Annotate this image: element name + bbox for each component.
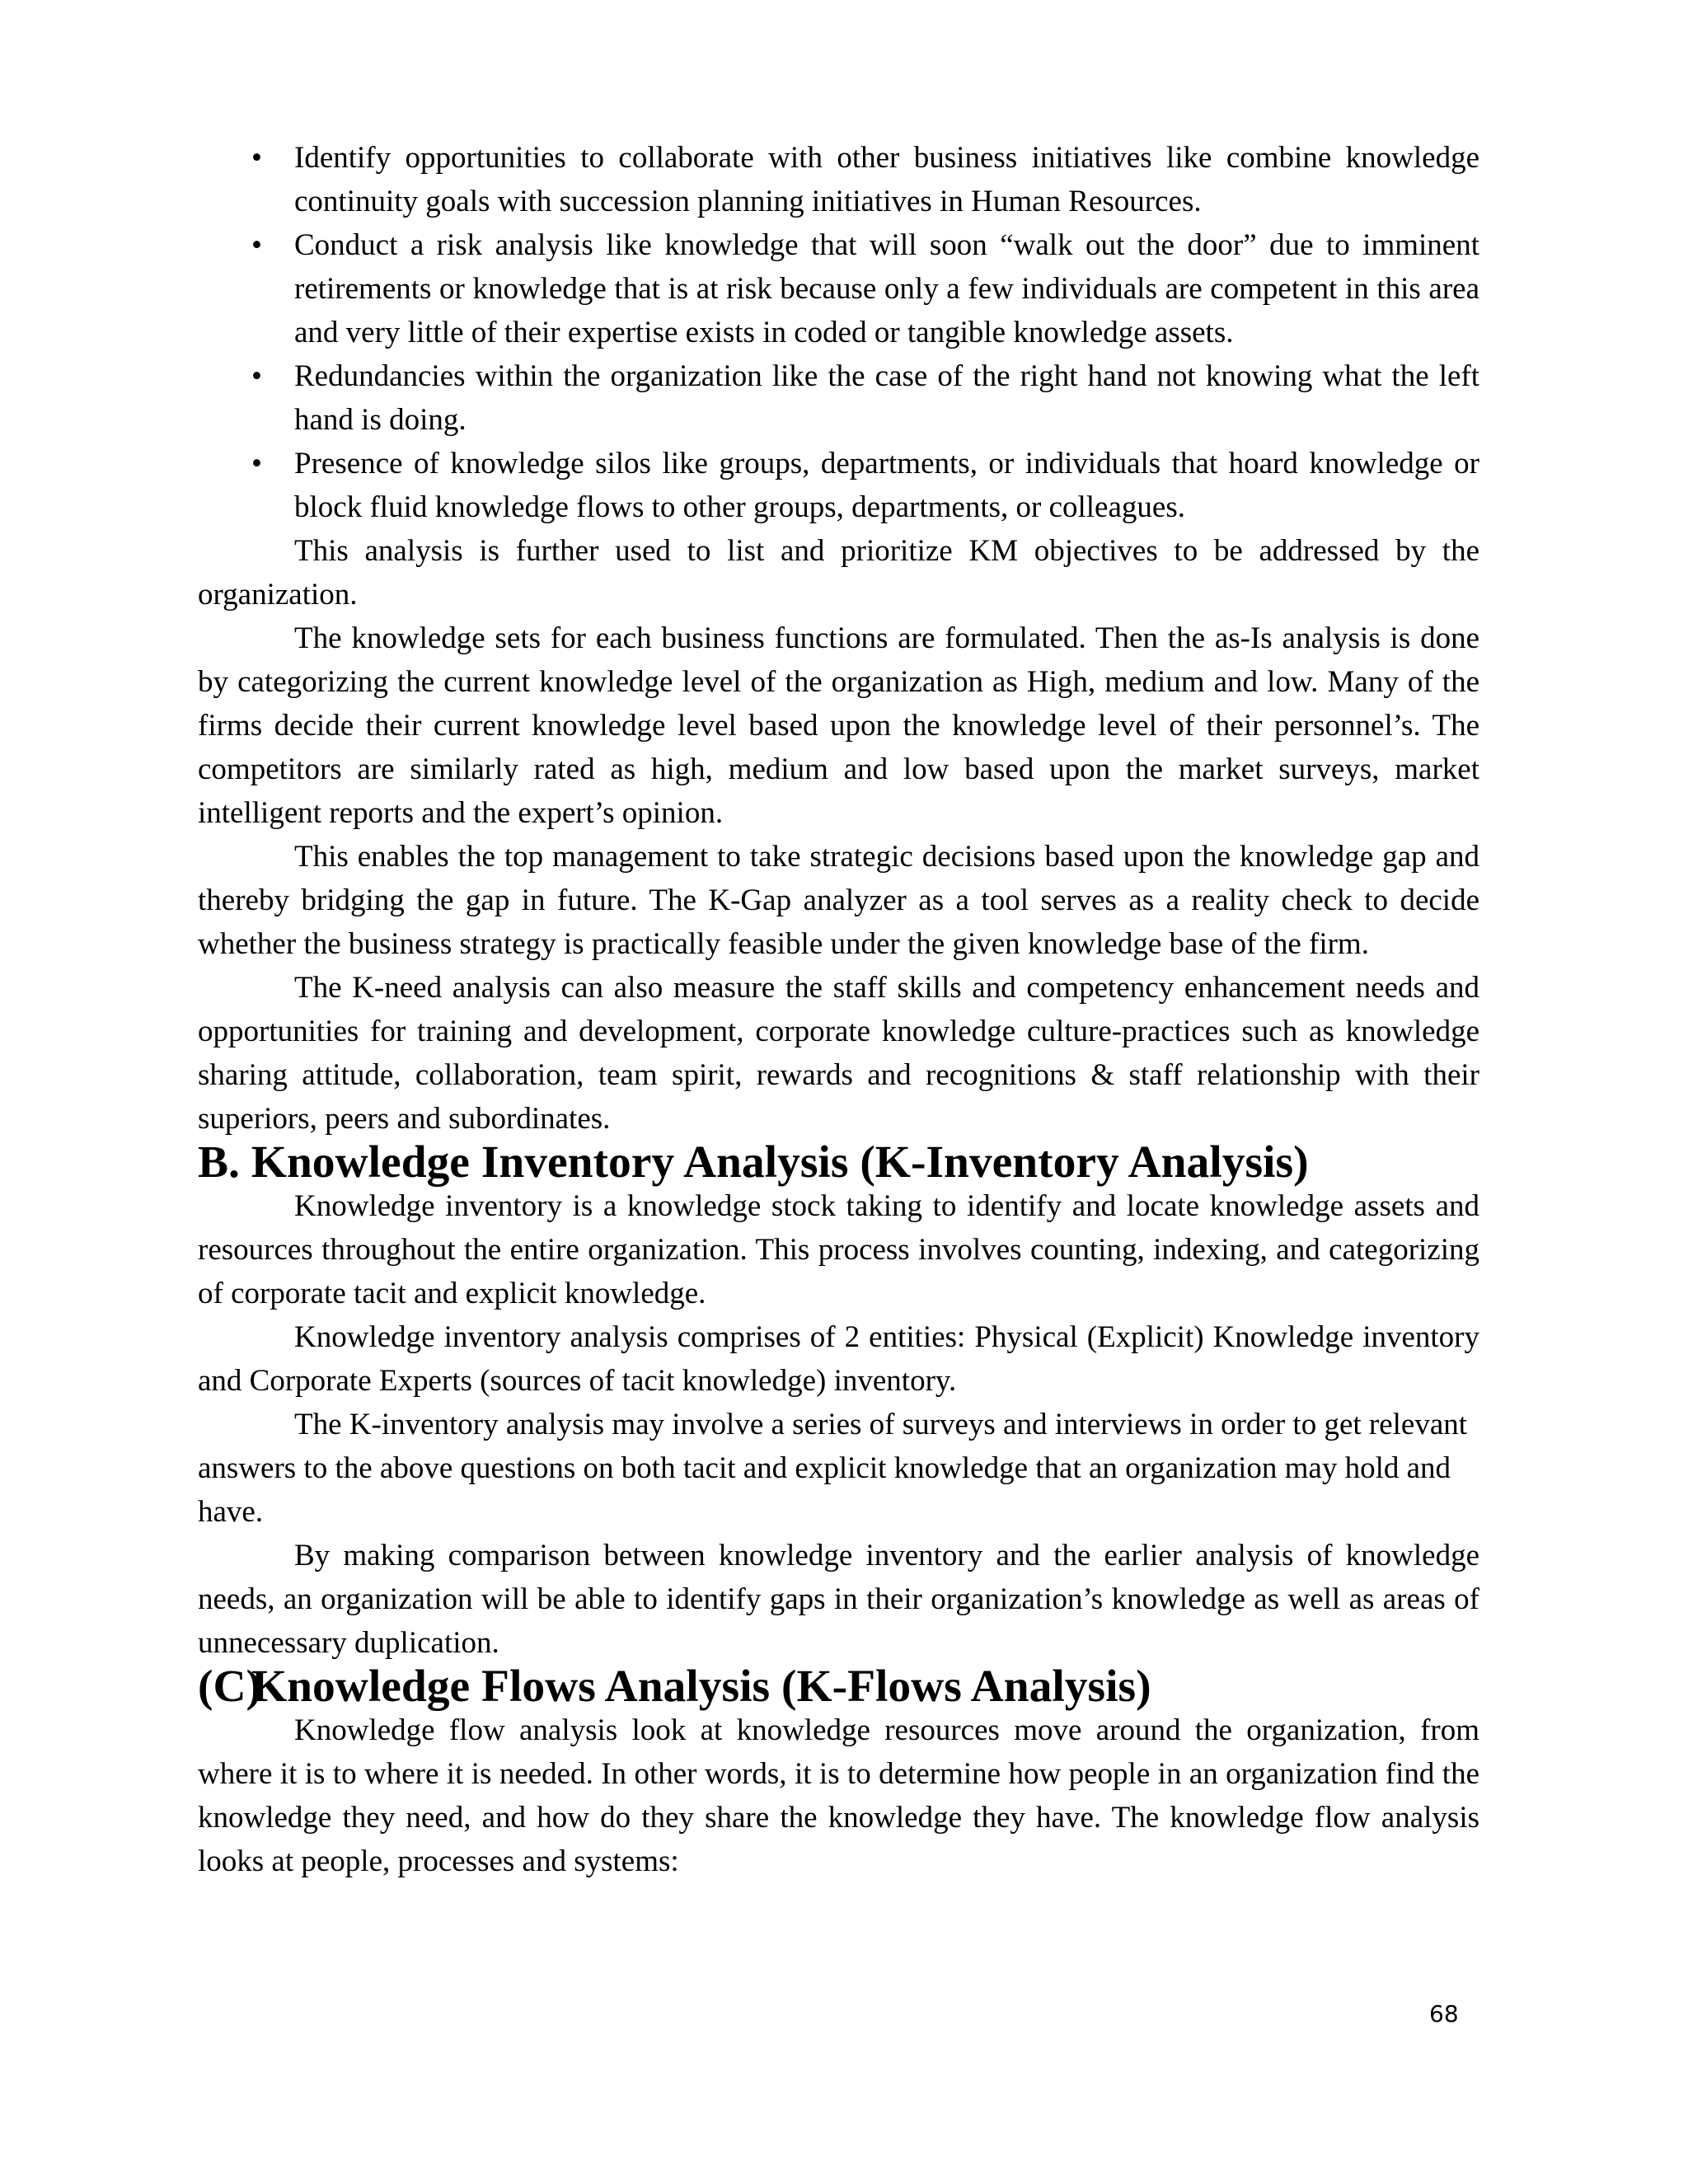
bullet-text: Conduct a risk analysis like knowledge that will soon “walk out the door” due to imminent retirements or knowledge that is at risk because only a few individuals are competent in this area and very little of their expertise exists in coded or tangible knowledge assets.: [294, 228, 1479, 349]
bullet-dot: •: [251, 141, 262, 175]
paragraph: Knowledge inventory is a knowledge stock taking to identify and locate knowledge assets and resources throughout the entire organization. This process involves counting, indexing, and categorizing of corporate tacit and explicit knowledge.: [198, 1189, 1479, 1310]
section-heading-c: [198, 1661, 1479, 1712]
section-marker: (C): [198, 1661, 262, 1712]
section-heading-b: B. Knowledge Inventory Analysis (K-Inventory Analysis): [198, 1137, 1309, 1188]
bullet-text: Presence of knowledge silos like groups, departments, or individuals that hoard knowledge or block fluid knowledge flows to other groups, departments, or colleagues.: [294, 447, 1479, 524]
bullet-text: Identify opportunities to collaborate with other business initiatives like combine knowledge continuity goals with succession planning initiatives in Human Resources.: [294, 141, 1479, 218]
bullet-dot: •: [251, 447, 262, 480]
bullet-dot: •: [251, 228, 262, 262]
section-heading-text: Knowledge Flows Analysis (K-Flows Analysis): [251, 1661, 1151, 1712]
page-body: [198, 136, 1479, 1883]
bullet-text: Redundancies within the organization like the case of the right hand not knowing what the left hand is doing.: [294, 359, 1479, 437]
paragraph: The K-inventory analysis may involve a series of surveys and interviews in order to get relevant answers to the above questions on both tacit and explicit knowledge that an organization may hold and have.: [198, 1408, 1468, 1529]
bullet-list: [198, 136, 1479, 529]
bullet-dot: •: [251, 359, 262, 393]
page-number: 68: [1429, 2000, 1459, 2027]
paragraph: This enables the top management to take strategic decisions based upon the knowledge gap and thereby bridging the gap in future. The K-Gap analyzer as a tool serves as a reality check to decide whether the business strategy is practically feasible under the given knowledge base of the firm.: [198, 840, 1479, 961]
paragraph: The knowledge sets for each business functions are formulated. Then the as-Is analysis is done by categorizing the current knowledge level of the organization as High, medium and low. Many of the firms decide their current knowledge level based upon the knowledge level of their personnel’s. The competitors are similarly rated as high, medium and low based upon the market surveys, market intelligent reports and the expert’s opinion.: [198, 621, 1479, 830]
bullet-item: [198, 354, 1479, 442]
bullet-item: [198, 136, 1479, 223]
paragraph: Knowledge flow analysis look at knowledge resources move around the organization, from where it is to where it is needed. In other words, it is to determine how people in an organization find the knowledge they need, and how do they share the knowledge they have. The knowledge flow analysis looks at people, processes and systems:: [198, 1713, 1479, 1878]
paragraph: By making comparison between knowledge inventory and the earlier analysis of knowledge needs, an organization will be able to identify gaps in their organization’s knowledge as well as areas of unnecessary duplication.: [198, 1539, 1479, 1660]
bullet-item: [198, 223, 1479, 354]
paragraph: The K-need analysis can also measure the staff skills and competency enhancement needs and opportunities for training and development, corporate knowledge culture-practices such as knowledge sharing attitude, collaboration, team spirit, rewards and recognitions & staff relationship with their superiors, peers and subordinates.: [198, 971, 1479, 1136]
paragraph: This analysis is further used to list and prioritize KM objectives to be addressed by the organization.: [198, 534, 1479, 612]
paragraph: Knowledge inventory analysis comprises of 2 entities: Physical (Explicit) Knowledge inventory and Corporate Experts (sources of tacit knowledge) inventory.: [198, 1320, 1479, 1398]
bullet-item: [198, 442, 1479, 529]
